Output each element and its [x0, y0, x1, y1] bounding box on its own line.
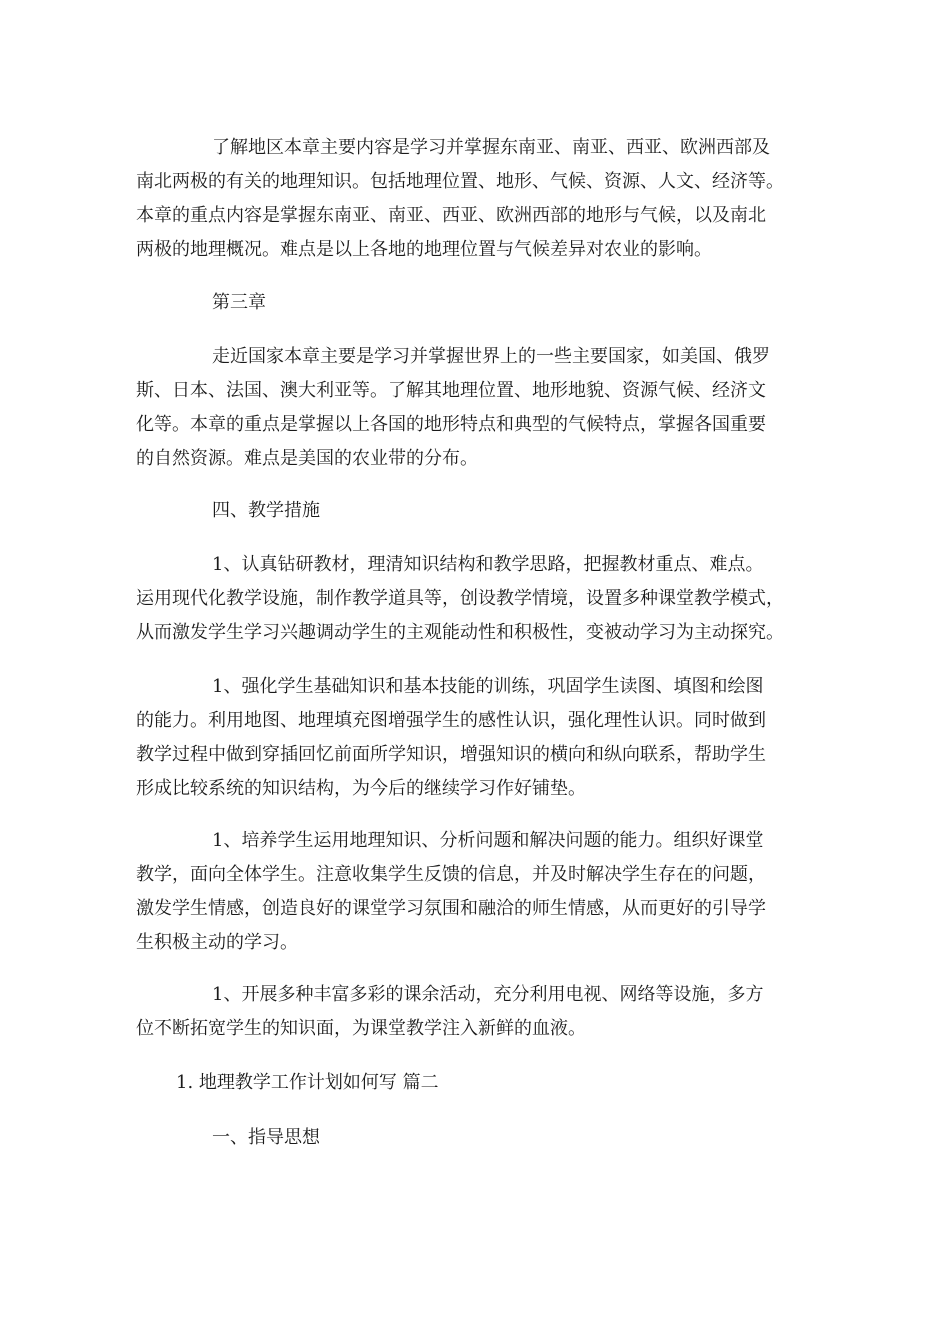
paragraph-line: 本章的重点内容是掌握东南亚、南亚、西亚、欧洲西部的地形与气候，以及南北: [136, 205, 766, 226]
paragraph-line: 形成比较系统的知识结构，为今后的继续学习作好铺垫。: [136, 778, 586, 799]
paragraph-line: 1、培养学生运用地理知识、分析问题和解决问题的能力。组织好课堂: [212, 830, 764, 851]
paragraph-measure-2: [136, 670, 816, 806]
paragraph-measure-1: [136, 548, 816, 650]
paragraph-line: 生积极主动的学习。: [136, 932, 298, 953]
paragraph-line: 1、强化学生基础知识和基本技能的训练，巩固学生读图、填图和绘图: [212, 676, 764, 697]
paragraph-line: 教学过程中做到穿插回忆前面所学知识，增强知识的横向和纵向联系，帮助学生: [136, 744, 766, 765]
section-heading: 四、教学措施: [212, 500, 320, 521]
paragraph-measure-3: [136, 824, 816, 960]
paragraph-countries: [136, 340, 816, 476]
heading-section-two: [136, 1066, 816, 1100]
paragraph-line: 斯、日本、法国、澳大利亚等。了解其地理位置、地形地貌、资源气候、经济文: [136, 380, 766, 401]
paragraph-line: 走近国家本章主要是学习并掌握世界上的一些主要国家，如美国、俄罗: [212, 346, 770, 367]
paragraph-region-overview: [136, 131, 816, 267]
paragraph-measure-4: [136, 978, 816, 1046]
paragraph-line: 激发学生情感，创造良好的课堂学习氛围和融洽的师生情感，从而更好的引导学: [136, 898, 766, 919]
heading-guiding-thought: [136, 1121, 816, 1155]
paragraph-line: 运用现代化教学设施，制作教学道具等，创设教学情境，设置多种课堂教学模式，: [136, 588, 784, 609]
paragraph-line: 两极的地理概况。难点是以上各地的地理位置与气候差异对农业的影响。: [136, 239, 712, 260]
paragraph-line: 1、认真钻研教材，理清知识结构和教学思路，把握教材重点、难点。: [212, 554, 764, 575]
paragraph-line: 教学，面向全体学生。注意收集学生反馈的信息，并及时解决学生存在的问题，: [136, 864, 766, 885]
paragraph-line: 的自然资源。难点是美国的农业带的分布。: [136, 448, 478, 469]
paragraph-line: 南北两极的有关的地理知识。包括地理位置、地形、气候、资源、人文、经济等。: [136, 171, 784, 192]
section-heading: 1. 地理教学工作计划如何写 篇二: [176, 1072, 439, 1093]
paragraph-line: 的能力。利用地图、地理填充图增强学生的感性认识，强化理性认识。同时做到: [136, 710, 766, 731]
section-heading: 一、指导思想: [212, 1127, 320, 1148]
heading-teaching-measures: [136, 494, 816, 528]
heading-chapter-three: [136, 286, 816, 320]
paragraph-line: 1、开展多种丰富多彩的课余活动，充分利用电视、网络等设施，多方: [212, 984, 764, 1005]
paragraph-line: 化等。本章的重点是掌握以上各国的地形特点和典型的气候特点，掌握各国重要: [136, 414, 766, 435]
paragraph-line: 位不断拓宽学生的知识面，为课堂教学注入新鲜的血液。: [136, 1018, 586, 1039]
section-heading: 第三章: [212, 292, 266, 313]
paragraph-line: 了解地区本章主要内容是学习并掌握东南亚、南亚、西亚、欧洲西部及: [212, 137, 770, 158]
paragraph-line: 从而激发学生学习兴趣调动学生的主观能动性和积极性，变被动学习为主动探究。: [136, 622, 784, 643]
